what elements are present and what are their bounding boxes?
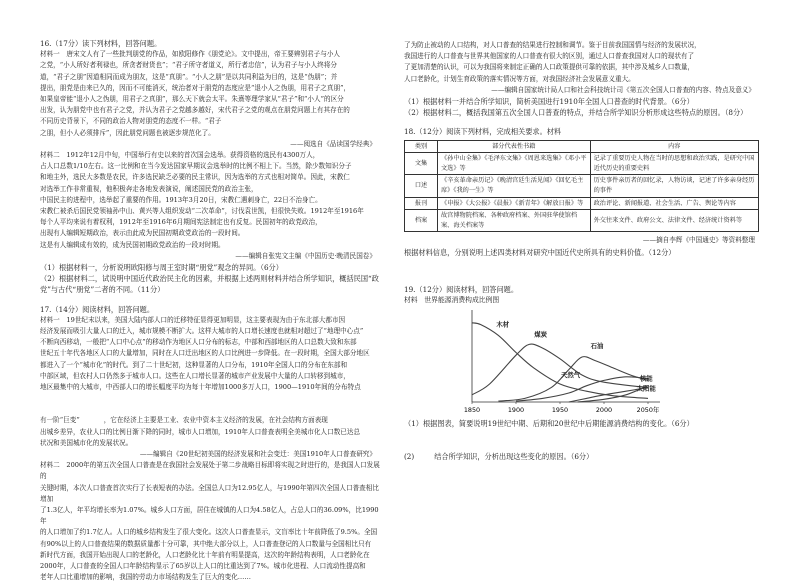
q17-material-1-source: ——编辑自《20世纪初美国的经济发展和社会变迁：美国1910年人口普查研究》 [139, 449, 376, 458]
q16-m2-line: 中国民主的进程中，选举起了重要的作用。1913年3月20日，宋教仁遇刺身亡，22日不治身亡。 [40, 195, 322, 204]
q17-m2-line: 老年人口比重增加的影响，我国的劳动力市场结构发生了巨大的变化…… [40, 573, 251, 582]
q16-material-2 [40, 150, 380, 251]
table-cell-content: 历史事件亲历者的回忆录，人物访谈，记述了许多亲身经历的事件 [590, 175, 758, 197]
q16-title: 16.（17分）读下列材料，回答问题。 [40, 39, 162, 48]
series-label: 木材 [496, 320, 510, 329]
q16-m2-line: 占人口总数1/10左右。这一比例和在当今发达国家早期议会选举时的比例不相上下。当然，除少数知识分子 [40, 162, 352, 171]
q16-m2-line: 这是有人编辑成有效的，成为民国初期政党政治的一段对时期。 [40, 240, 225, 249]
q17-m1-line: 材料一 19世纪末以来，美国大陆内部人口的迁移特征显得更加明显，这主要表现为由于东北部大都市因 [40, 315, 346, 324]
table-header-category: 类别 [405, 140, 438, 153]
q16-m2-line: 每个人平均来说有着权利，1912年至1916年6月期间宪法制定也有反复。民国初年的政党政治， [40, 218, 322, 227]
q19-title: 19.（12分）阅读材料，回答问题。 [404, 284, 519, 294]
q17-m2-line: 有90%以上的人口普查结果的数据质量都十分可靠，其中绝大部分以上，人口普查登记的人口数量与全国相比只有 [40, 539, 372, 548]
q16-material-2-source: ——编辑自张宪文主编《中国历史·晚清民国卷》 [235, 251, 376, 260]
q16-m1-line: 之党，“小人所好者利禄也，所贪者财货也”；“君子所守者道义，所行者忠信”，认为君子与小人终将分 [40, 61, 338, 70]
q17-m2-line: 了1.3亿人，年平均增长率为1.07%。城乡人口方面，居住在城镇的人口为4.58亿人，占总人口的36.09%，比1990年 [40, 505, 379, 526]
q16-m1-line: 道，“君子之朋”因道相同而成为朋友，这是“真朋”。“小人之朋”是以共同利益为目的，这是“伪朋”；并 [40, 72, 338, 81]
energy-chart-svg [458, 306, 673, 418]
series-label: 核能 [639, 374, 653, 383]
x-tick-label: 1900 [507, 406, 525, 415]
q17-m1-line: 地区最集中的大城市，中西部人口的增长幅度平均为每十年增加1000多万人口，1900—1910年间的分布特点 [40, 383, 361, 392]
q17-m2-cont-line: 了更加清楚的认识，可以为我国将来制定正确的人口政策提供可靠的依据，其中涉及城乡人口数量， [404, 63, 695, 72]
q17-m1-line: 不断向西移动，一般把“人口中心点”的移动作为地区人口分布的标志，中部和西部地区的人口总数大致和东部 [40, 338, 357, 347]
table-row [405, 175, 759, 197]
left-column [40, 38, 380, 583]
right-column [404, 40, 759, 463]
table-cell-content: 政治评论、新闻报道、社会生活、广告、舆论等内容 [590, 197, 758, 210]
q18-source-table [404, 140, 759, 233]
q17-line-a-tail: ，它在经济上主要是工业、农业中资本主义经济的发展，在社会结构方面表现 [103, 416, 328, 425]
table-header-books: 部分代表性书籍 [438, 140, 591, 153]
q19-sub-question-2 [404, 451, 759, 462]
q17-material-2-source: ——编辑自国家统计局人口和社会科技统计司《第五次全国人口普查的内容、特点及意义》 [491, 85, 755, 94]
table-cell-books: 《孙中山全集》《毛泽东文集》《周恩来选集》《邓小平文选》等 [438, 153, 591, 175]
q17-sub-question-2: （2）根据材料二，概括我国第五次全国人口普查的特点，并结合所学知识分析形成这些特点的原因。（8分） [404, 108, 748, 118]
series-label: 煤炭 [534, 330, 548, 339]
q17-material-2-continued [404, 40, 759, 85]
series-label: 石油 [590, 342, 604, 351]
q16-m1-line: 如果皇帝能“退小人之伪朋，用君子之真朋”，那么天下就会太平。朱熹等理学家从“君子”和“小人”的区分 [40, 95, 344, 104]
table-cell-category: 报刊 [405, 197, 438, 210]
table-row [405, 210, 759, 232]
q16-m2-line: 对选举工作非常重视，他积极奔走各地发表演说，阐述国民党的政治主张， [40, 184, 258, 193]
q17-title: 17.（14分）阅读材料，回答问题。 [40, 304, 155, 314]
table-cell-content: 记录了重要历史人物在当时的思想和政治实践，是研究中国近代历史的重要史料 [590, 153, 758, 175]
q17-material-2 [40, 460, 380, 583]
series-label: 太阳能 [636, 384, 656, 393]
q16-m2-line: 和地主外，选民大多数是农民，许多选民缺乏必要的民主常识，因为选举的方式也相对简单。因此，宋教仁 [40, 173, 350, 182]
table-row [405, 197, 759, 210]
q17-line-c: 状况和美国城市化的发展状况。 [40, 438, 133, 447]
q17-m1-line: 世纪五十年代各地区人口的大量增加，同时在人口迁出地区的人口比例进一步降低。在一段时期，全国大部分地区 [40, 349, 370, 358]
series-line-0 [472, 323, 648, 399]
q16-m1-line: 不同历史背景下，不同的政治人物对朋党的态度不一样。“君子 [40, 117, 222, 126]
series-label: 天然气 [560, 370, 581, 379]
q16-m1-line: 材料一 唐宋文人有了一些批判朋党的作品，如欧阳修作《朋党论》。文中提出，帝王要辨别君子与小人 [40, 50, 341, 59]
q16-m2-line: 宋教仁被杀后国民党领袖孙中山、黄兴等人组织发动“二次革命”，讨伐袁世凯，但很快失败。1912年至1916年 [40, 207, 364, 216]
q19-chart-label: 材料 世界能源消费构成比例图 [404, 295, 500, 304]
table-cell-books: 《申报》《大公报》《晨报》《新青年》《解放日报》等 [438, 197, 591, 210]
q17-line-b: 出城乡差异，农业人口的比例日渐下降的同时，城市人口增加，1910年人口普查表明全美城市化人口数已达总 [40, 427, 361, 436]
q17-m2-line: 关键时期，本次人口普查首次实行了长表短表的办法。全国总人口为12.95亿人，与1990年第四次全国人口普查相比增加 [40, 483, 379, 503]
table-header-content: 内容 [590, 140, 758, 153]
q17-m2-cont-line: 我国进行的人口普查与世界其他国家的人口普查有很大的区别，通过人口普查我国对人口的现状有了 [404, 52, 695, 61]
q16-m1-line: 之朋，但小人必须排斥”，因此朋党问题也被逐步规范化了。 [40, 128, 215, 137]
q16-sub-question-2-cont: 党”与古代“朋党”二者的不同。（11分） [40, 285, 165, 295]
q17-m2-cont-line: 了为防止被动的人口结构，对人口普查的结果进行控制和调节。鉴于目前我国国情与经济的发展状况， [404, 41, 701, 49]
q16-material-1-source: ——阅选自《品读国学经典》 [290, 139, 376, 148]
table-cell-category: 文集 [405, 153, 438, 175]
table-cell-books: 《辛亥革命亲历记》《晚清宫廷生活见闻》《回忆毛主席》《我的一生》等 [438, 175, 591, 197]
x-tick-label: 2050年 [636, 406, 660, 415]
q17-m2-line: 的人口增加了约1.7亿人。人口的城乡结构发生了很大变化。这次人口普查显示，文盲率比十年前降低了9.5%。全国 [40, 528, 378, 537]
table-header-row [405, 140, 759, 153]
series-line-1 [472, 344, 648, 395]
q16-sub-question-1: （1）根据材料一，分析说明欧阳修与周王室时期“朋党”观念的异同。（6分） [40, 263, 283, 273]
x-tick-label: 1950 [551, 406, 569, 415]
q17-m2-line: 2000年，人口普查的全国人口年龄结构显示了65岁以上人口的比重达到了7%。城市化进程、人口流动性提高和 [40, 561, 366, 570]
q17-m1-line: 经济发展而吸引大量人口的迁入，城市规模不断扩大。这样大城市的人口增长速度也就相对超过了“地理中心点” [40, 327, 364, 336]
table-cell-content: 外交往来文件、政府公文、法律文件、经济统计资料等 [590, 210, 758, 232]
q18-table-source: ——摘自李辉《中国通史》等资料整理 [642, 236, 755, 245]
q17-m1-line: 中部区域，但农村人口仍然多于城市人口。这些在人口增长显著的城市产业发展中大量的人口转移到城市， [40, 371, 350, 380]
q18-title: 18.（12分）阅读下列材料，完成相关要求。材料 [404, 127, 562, 137]
q17-m2-cont-line: 人口老龄化，计划生育政策的落实情况等方面，对我国经济社会发展意义重大。 [404, 74, 635, 83]
q17-line-a [40, 415, 380, 426]
x-tick-label: 1850 [463, 406, 481, 415]
table-cell-category: 口述 [405, 175, 438, 197]
q17-material-1 [40, 315, 380, 393]
table-row [405, 153, 759, 175]
table-cell-books: 故宫博物院档案、各种政府档案、外国驻华使馆档案、海关档案等 [438, 210, 591, 232]
q17-m1-line: 都进入了一个“城市化”的时代。到了二十世纪初，这种显著的人口分布，1910年全国人口的分布在东部和 [40, 360, 348, 369]
q19-sub-question-1: （1）根据图表，简要说明19世纪中期、后期和20世纪中后期能源消费结构的变化。（6分） [404, 419, 694, 429]
x-tick-label: 2000 [595, 406, 613, 415]
q19-sub-question-2-text: 结合所学知识，分析出现这些变化的原因。（6分） [434, 452, 594, 462]
q18-sub-question: 根据材料信息，分别说明上述四类材料对研究中国近代史所具有的史料价值。（12分） [404, 247, 676, 257]
q17-sub-question-1: （1）根据材料一并结合所学知识，简析美国进行1910年全国人口普查的时代背景。（6分） [404, 97, 694, 107]
q16-m2-line: 材料二 1912年12月中旬，中国举行有史以来的首次国会选举。获得资格的选民有4300万人， [40, 151, 320, 160]
q17-m2-line: 材料二 2000年的第五次全国人口普查是在我国社会发展处于第二步战略目标即将实现之时进行的，是我国人口发展的 [40, 461, 380, 481]
q16-m2-line: 出现有人编辑短期政治，表示由此成为民国初期政党政治的一段时间。 [40, 229, 245, 238]
q16-material-1 [40, 49, 380, 139]
q17-line-a-head: 有一阶“巨变” [40, 416, 80, 425]
table-cell-category: 档案 [405, 210, 438, 232]
q16-m1-line: 出发，认为朋党中也有君子之党，并认为君子之党越多越好，宋代君子之党的观点在朋党问题上有其存在的 [40, 106, 350, 115]
energy-chart [458, 306, 673, 418]
q19-sub-question-2-number: (2) [404, 452, 415, 462]
q16-sub-question-2: （2）根据材料二，试说明中国近代政治民主化的因素，并根据上述两则材料并结合所学知识，概括民国“政 [40, 274, 379, 284]
q16-m1-line: 提出，朋党是由来已久的，因而不可能消灭，统治者对于朋党的态度应是“退小人之伪朋，用君子之真朋”， [40, 83, 351, 92]
q17-m2-line: 新时代方面，我国开始出现人口的老龄化，人口老龄化比十年前有明显提高，这次的年龄结构表明，人口老龄化在 [40, 550, 370, 559]
